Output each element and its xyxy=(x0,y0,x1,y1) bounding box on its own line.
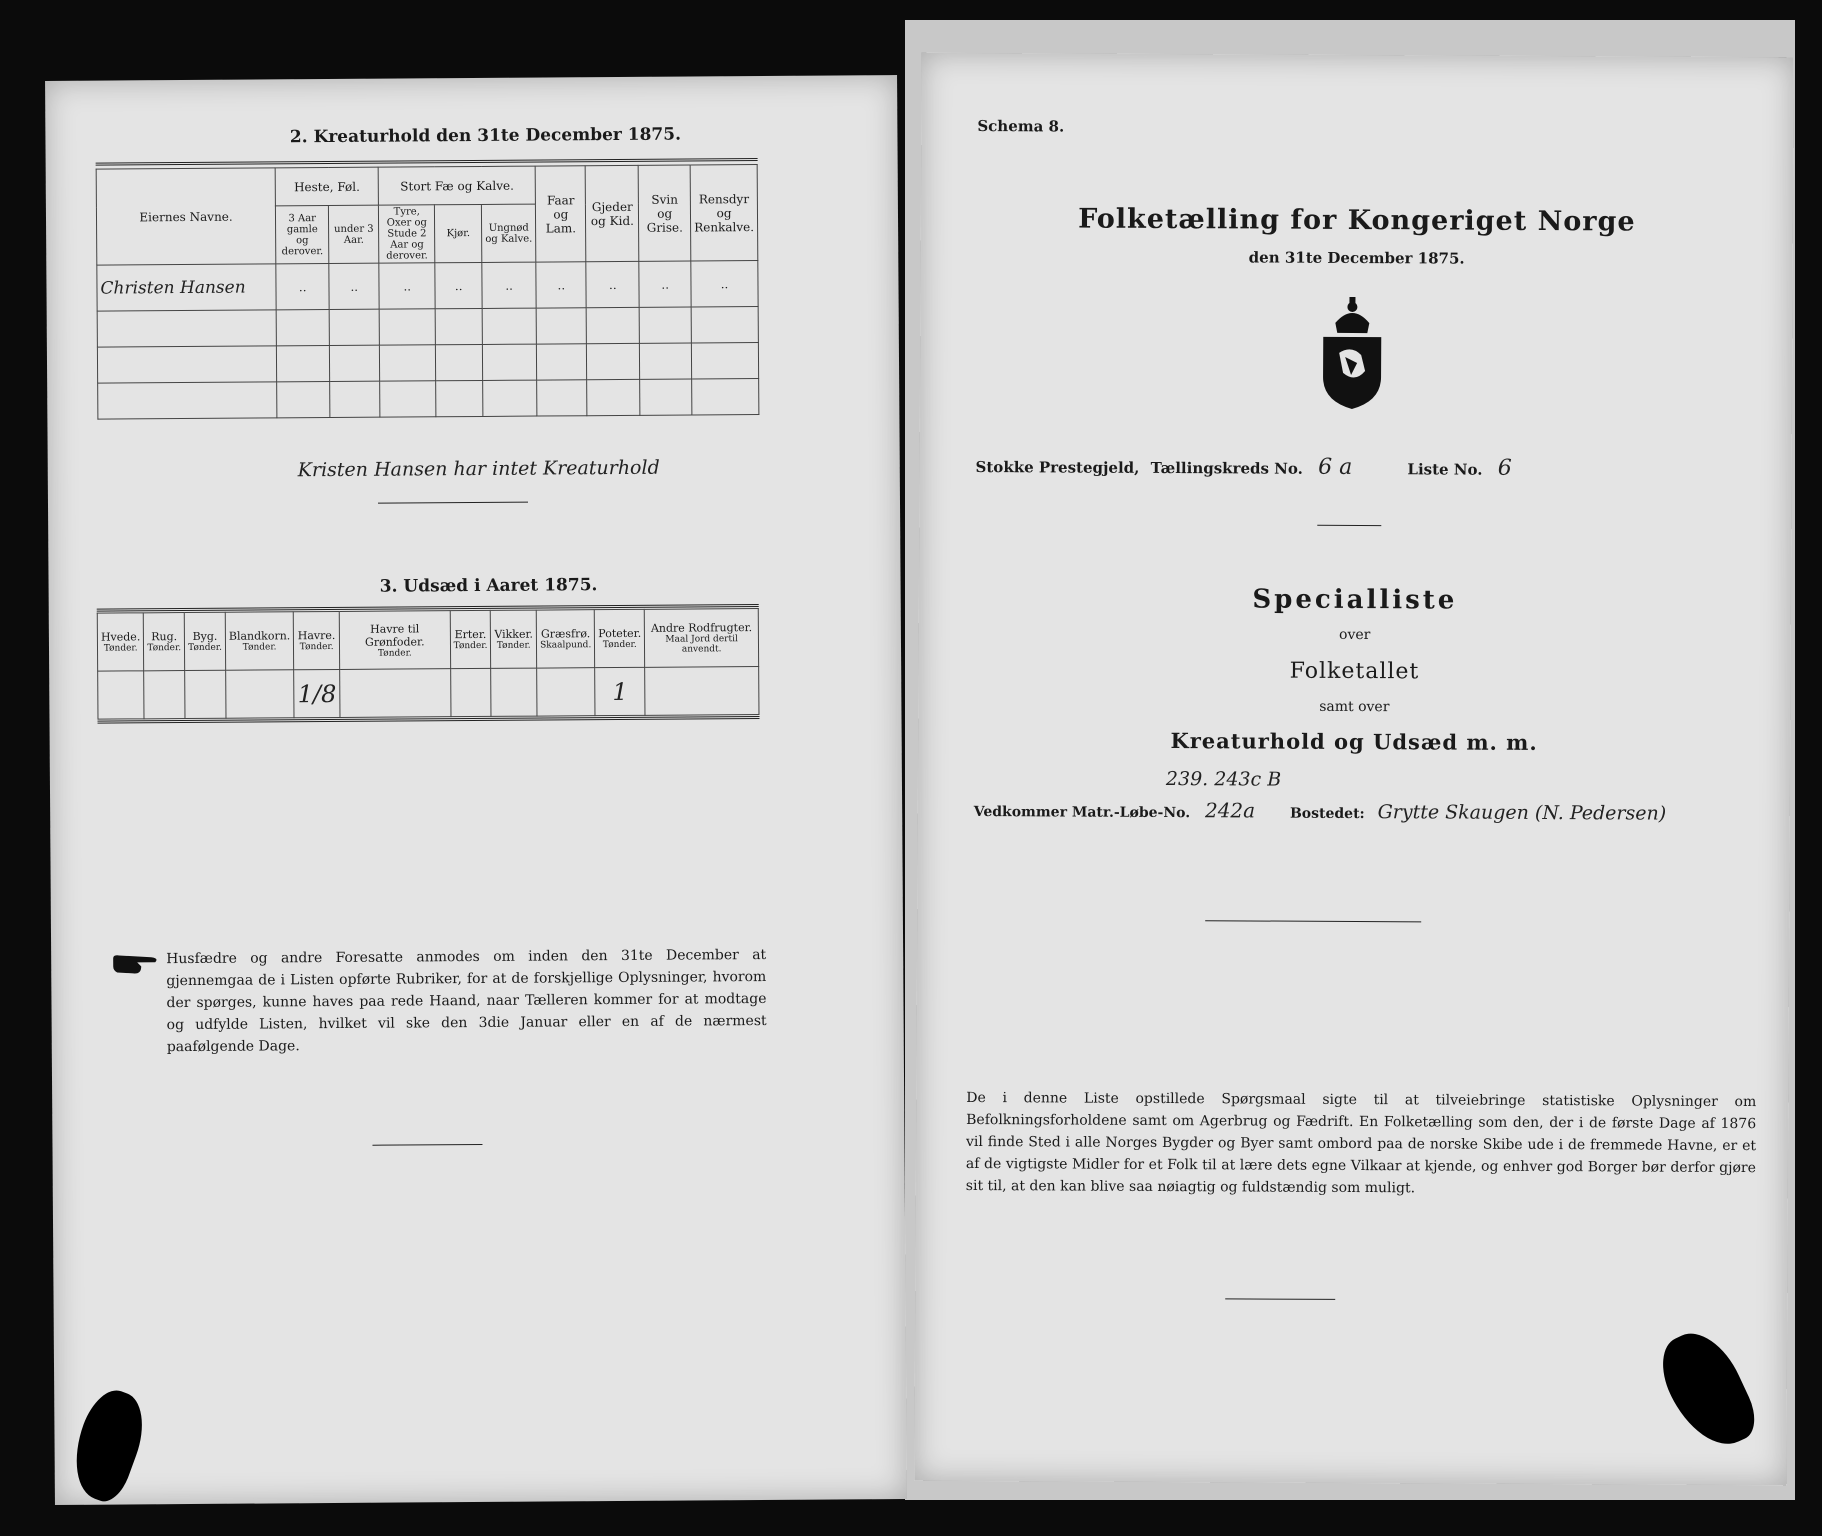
sowing-col-name: Andre Rodfrugter. xyxy=(650,621,753,635)
sowing-col-unit: Tønder. xyxy=(602,639,637,651)
main-title: Folketælling for Kongeriget Norge xyxy=(1078,203,1636,238)
section3-title: 3. Udsæd i Aaret 1875. xyxy=(379,575,598,597)
over-label: over xyxy=(1338,626,1371,644)
sowing-value xyxy=(645,667,759,716)
sowing-col-unit: Tønder. xyxy=(377,647,412,659)
sowing-col-unit: Tønder. xyxy=(242,642,277,653)
owner-name: Christen Hansen xyxy=(97,264,276,311)
divider xyxy=(378,502,528,504)
table-row xyxy=(97,307,758,348)
col-tyre: Tyre, Oxer og Stude 2 Aar og derover. xyxy=(379,205,435,263)
divider xyxy=(1317,525,1381,526)
district-line xyxy=(976,453,1756,482)
sowing-col-header xyxy=(491,610,537,668)
sowing-col-header xyxy=(97,613,144,671)
sowing-value: 1 xyxy=(595,667,645,715)
folketallet-heading: Folketallet xyxy=(1289,658,1420,685)
sowing-value xyxy=(340,669,451,718)
sowing-value: 1/8 xyxy=(294,669,340,717)
livestock-table xyxy=(96,164,760,420)
handwritten-note: Kristen Hansen har intet Kreaturhold xyxy=(297,456,660,482)
kreaturhold-heading: Kreaturhold og Udsæd m. m. xyxy=(1170,728,1538,755)
sowing-col-unit: Tønder. xyxy=(147,643,182,654)
pointing-hand-icon xyxy=(111,952,161,976)
sowing-col-header xyxy=(595,609,645,667)
sowing-col-name: Vikker. xyxy=(494,627,534,641)
sowing-col-header xyxy=(536,610,595,668)
sowing-col-header xyxy=(225,612,294,670)
sowing-col-header xyxy=(294,611,340,669)
col-ungnod: Ungnød og Kalve. xyxy=(481,204,536,262)
col-stort-fae: Stort Fæ og Kalve. xyxy=(378,166,535,205)
sowing-col-header xyxy=(184,612,225,670)
sowing-value xyxy=(144,671,185,719)
prestegjeld-label: Stokke Prestegjeld, xyxy=(975,458,1140,477)
col-svin: Svin og Grise. xyxy=(639,165,691,261)
sowing-table xyxy=(97,608,760,720)
right-page xyxy=(914,53,1793,1486)
norway-coat-of-arms-icon xyxy=(1315,293,1390,413)
cell-dash: .. xyxy=(536,262,586,308)
cell-dash: .. xyxy=(276,264,330,310)
cell-dash: .. xyxy=(435,262,482,308)
sowing-col-unit: Skaalpund. xyxy=(540,640,592,651)
sowing-col-header xyxy=(645,609,759,668)
cell-dash: .. xyxy=(379,263,435,309)
sowing-value xyxy=(185,670,226,718)
sowing-col-name: Græsfrø. xyxy=(540,627,591,641)
matr-value: 242a xyxy=(1204,798,1256,823)
subtitle: den 31te December 1875. xyxy=(1248,248,1465,268)
sowing-value xyxy=(491,668,537,716)
table-row xyxy=(97,261,758,312)
cell-dash: .. xyxy=(639,261,691,307)
sowing-col-unit: Tønder. xyxy=(103,643,138,654)
kreds-value: 6 a xyxy=(1318,454,1353,480)
col-heste-a: 3 Aar gamle og derover. xyxy=(276,206,330,264)
bottom-divider xyxy=(372,1144,482,1146)
col-owner: Eiernes Navne. xyxy=(96,168,276,265)
cell-dash: .. xyxy=(586,261,639,307)
schema-label: Schema 8. xyxy=(977,117,1065,136)
cell-dash: .. xyxy=(329,263,379,309)
sowing-col-name: Erter. xyxy=(454,627,487,642)
sowing-col-name: Havre til Grønfoder. xyxy=(364,621,425,649)
sowing-col-unit: Tønder. xyxy=(453,640,488,652)
col-faar: Faar og Lam. xyxy=(535,166,586,262)
specialliste-heading: Specialliste xyxy=(1252,584,1458,616)
bosted-label: Bostedet: xyxy=(1289,805,1365,823)
col-kjor: Kjør. xyxy=(435,204,482,262)
bottom-divider xyxy=(1225,1298,1335,1300)
sowing-value xyxy=(537,668,596,716)
sowing-value xyxy=(226,670,295,718)
sowing-col-name: Rug. xyxy=(151,630,178,644)
samt-over-label: samt over xyxy=(1319,698,1390,716)
sowing-col-unit: Tønder. xyxy=(188,642,222,654)
sowing-col-name: Poteter. xyxy=(598,626,642,641)
liste-label: Liste No. xyxy=(1407,460,1483,479)
sowing-col-header xyxy=(450,610,491,668)
matr-label: Vedkommer Matr.-Løbe-No. xyxy=(973,804,1191,822)
table-row xyxy=(98,379,759,420)
section2-title: 2. Kreaturhold den 31te December 1875. xyxy=(289,124,682,148)
col-heste-b: under 3 Aar. xyxy=(329,205,379,263)
sowing-value xyxy=(450,668,491,716)
col-rensdyr: Rensdyr og Renkalve. xyxy=(690,165,758,261)
table-row xyxy=(97,343,758,384)
cell-dash: .. xyxy=(482,262,537,308)
matr-extra: 239. 243c B xyxy=(1165,768,1282,791)
col-gjeder: Gjeder og Kid. xyxy=(586,165,640,261)
sowing-col-name: Havre. xyxy=(297,628,336,643)
sowing-col-header xyxy=(144,613,185,671)
sowing-col-header xyxy=(339,611,450,670)
divider xyxy=(1205,920,1421,922)
sowing-col-unit: Tønder. xyxy=(299,641,334,653)
liste-value: 6 xyxy=(1497,455,1512,481)
bosted-value: Grytte Skaugen (N. Pedersen) xyxy=(1377,801,1667,825)
matr-line xyxy=(974,797,1774,825)
sowing-col-name: Byg. xyxy=(192,629,218,643)
sowing-col-unit: Tønder. xyxy=(496,640,531,651)
kreds-label: Tællingskreds No. xyxy=(1150,458,1303,478)
notice-text: Husfædre og andre Foresatte anmodes om inden den 31te December at gjennemgaa de i Listen opførte Rubriker, for at de forskjellige Oplysninger, hvorom der spørges, kunne haves paa rede Haand, naar Tælleren kommer for at modtage og udfylde Listen, hvilket vil ske den 3die Januar eller en af de nærmest paafølgende Dage. xyxy=(166,946,767,1056)
col-heste: Heste, Føl. xyxy=(275,167,378,206)
sowing-col-unit: Maal Jord dertil anvendt. xyxy=(665,634,738,655)
intro-paragraph: De i denne Liste opstillede Spørgsmaal sigte til at tilveiebringe statistiske Oplysninger om Befolkningsforholdene samt om Agerbrug og Fædrift. En Folketælling som den, der i de første Dage af 1876 vil finde Sted i alle Norges Bygder og Byer samt ombord paa de norske Skibe ude i de fremmede Havne, er et af de vigtigste Midler for et Folk til at lære dets egne Vilkaar at kjende, og enhver god Borger bør derfor gjøre sit til, at den kan blive saa nøiagtig og fuldstændig som muligt. xyxy=(965,1089,1757,1197)
left-page xyxy=(45,75,907,1505)
sowing-col-name: Hvede. xyxy=(100,630,141,644)
cell-dash: .. xyxy=(691,261,758,307)
sowing-value xyxy=(98,671,145,719)
sowing-col-name: Blandkorn. xyxy=(228,629,291,643)
